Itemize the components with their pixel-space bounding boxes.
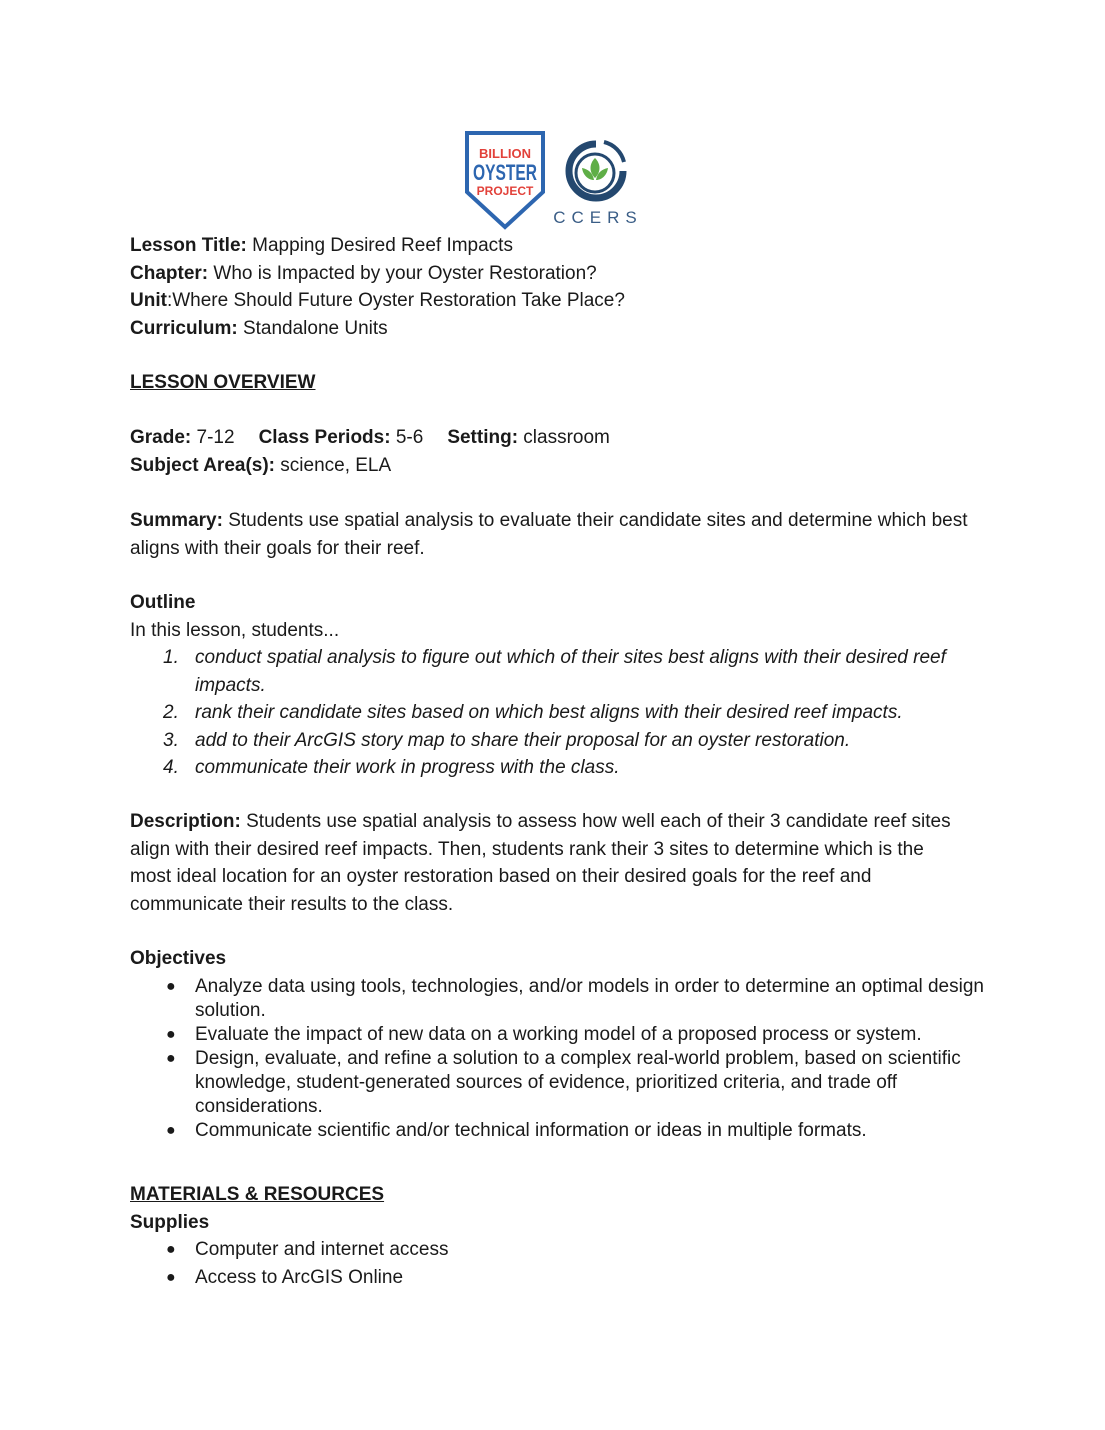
- subject-line: Subject Area(s): science, ELA: [130, 454, 392, 476]
- curriculum: Standalone Units: [237, 317, 388, 339]
- logo-text-oyster: OYSTER: [473, 160, 538, 185]
- objectives-heading: Objectives: [130, 948, 227, 969]
- grade-periods-setting-line: Grade: 7-12 Class Periods: 5-6 Setting: classroom: [130, 427, 610, 448]
- objectives-list: [130, 975, 1000, 1143]
- lesson-overview-heading: LESSON OVERVIEW: [130, 372, 316, 393]
- list-item: 3. add to their ArcGIS story map to share their proposal for an oyster restoration.: [163, 729, 851, 751]
- list-item: ● Computer and internet access: [166, 1239, 449, 1260]
- summary: Summary: Students use spatial analysis to evaluate their candidate sites and determine which best aligns with their goals for their reef.: [130, 510, 968, 559]
- overview-meta: [130, 424, 1000, 479]
- billion-oyster-project-logo: [464, 130, 546, 230]
- grade: 7-12: [191, 427, 235, 448]
- logo-row: [464, 130, 644, 232]
- logo-text-billion: BILLION: [479, 146, 531, 161]
- outline-heading: Outline: [130, 592, 196, 613]
- outline-list: [130, 644, 1000, 782]
- lesson-title-line: Lesson Title: Mapping Desired Reef Impacts: [130, 235, 513, 256]
- description-text: Students use spatial analysis to assess how well each of their 3 candidate reef sites align with their desired reef impacts. Then, students rank their 3 sites to determine which is the most ideal location for an oyster restoration based on their desired goals for the reef and communicate their results to the class.: [130, 811, 951, 915]
- unit: :Where Should Future Oyster Restoration Take Place?: [166, 290, 625, 311]
- unit-line: Unit:Where Should Future Oyster Restoration Take Place?: [130, 290, 625, 311]
- outline-intro: In this lesson, students...: [130, 619, 340, 641]
- summary-text: Students use spatial analysis to evaluate their candidate sites and determine which best aligns with their goals for their reef.: [130, 510, 968, 559]
- list-item: 2. rank their candidate sites based on which best aligns with their desired reef impacts.: [163, 702, 903, 723]
- supplies-heading: Supplies: [130, 1211, 210, 1233]
- subject-areas: science, ELA: [275, 454, 392, 476]
- list-item: ● Communicate scientific and/or technical information or ideas in multiple formats.: [166, 1119, 867, 1141]
- list-item: ● Evaluate the impact of new data on a working model of a proposed process or system.: [166, 1023, 922, 1045]
- ccers-wordmark: CCERS: [553, 208, 643, 227]
- logo-text-project: PROJECT: [476, 184, 534, 198]
- materials-heading: MATERIALS & RESOURCES: [130, 1184, 385, 1205]
- chapter: Who is Impacted by your Oyster Restoration?: [208, 262, 597, 284]
- list-item: 4. communicate their work in progress with the class.: [163, 757, 620, 778]
- lesson-title: Mapping Desired Reef Impacts: [246, 235, 513, 256]
- list-item: ● Access to ArcGIS Online: [166, 1266, 404, 1288]
- lesson-header: [130, 232, 1000, 342]
- chapter-line: Chapter: Who is Impacted by your Oyster Restoration?: [130, 262, 597, 284]
- class-periods: 5-6: [390, 427, 424, 448]
- supplies-list: [130, 1236, 1000, 1291]
- description: Description: Students use spatial analysis to assess how well each of their 3 candidate reef sites align with their desired reef impacts. Then, students rank their 3 sites to determine which is the most ideal location for an oyster restoration based on their desired goals for the reef and communicate their results to the class.: [130, 811, 951, 915]
- curriculum-line: Curriculum: Standalone Units: [130, 317, 388, 339]
- list-item: ● Analyze data using tools, technologies, and/or models in order to determine an optimal design solution.: [166, 975, 984, 1021]
- objectives: [130, 945, 1000, 1143]
- materials: [130, 1181, 1000, 1291]
- outline: [130, 589, 1000, 782]
- list-item: 1. conduct spatial analysis to figure out which of their sites best aligns with their desired reef impacts.: [163, 647, 946, 696]
- setting: classroom: [518, 427, 610, 448]
- list-item: ● Design, evaluate, and refine a solution to a complex real-world problem, based on scientific knowledge, student-generated sources of evidence, prioritized criteria, and trade off considerations.: [166, 1047, 961, 1117]
- ccers-logo-mark: [564, 138, 628, 204]
